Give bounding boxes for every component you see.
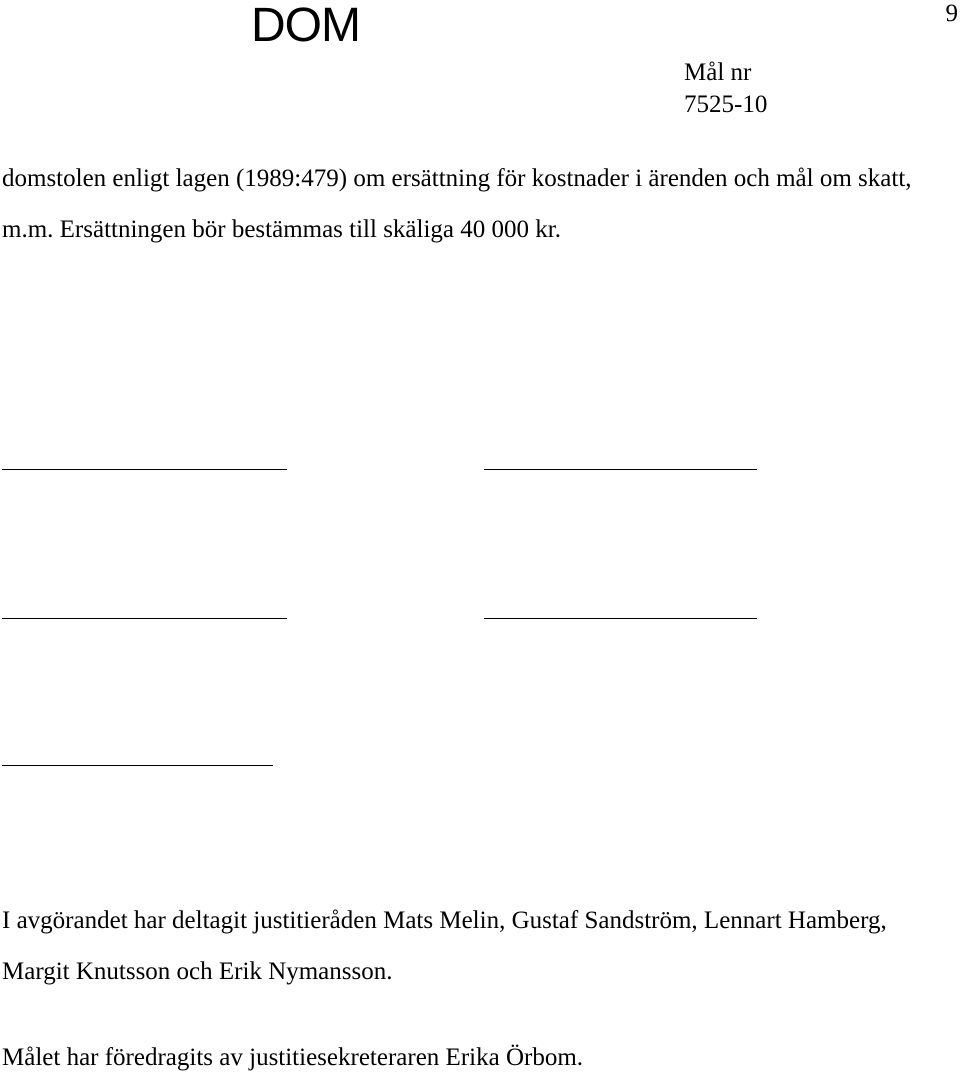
body-paragraph-judges: I avgörandet har deltagit justitieråden Mats Melin, Gustaf Sandström, Lennart Hamberg, Margit Knutsson och Erik Nymansson. [2,907,887,985]
document-type-title: DOM [251,0,360,52]
case-number-label: Mål nr [684,59,752,86]
signature-line-4 [484,618,757,619]
signature-line-1 [2,469,287,470]
body-paragraph-compensation: domstolen enligt lagen (1989:479) om ersättning för kostnader i ärenden och mål om skatt, m.m. Ersättningen bör bestämmas till skäliga 40 000 kr. [2,165,912,243]
signature-line-3 [2,618,287,619]
body-paragraph-rapporteur: Målet har föredragits av justitiesekreteraren Erika Örbom. [2,1044,584,1071]
case-number-value: 7525-10 [684,91,768,118]
signature-line-2 [484,469,757,470]
page-number: 9 [945,0,958,27]
signature-line-5 [2,765,273,766]
